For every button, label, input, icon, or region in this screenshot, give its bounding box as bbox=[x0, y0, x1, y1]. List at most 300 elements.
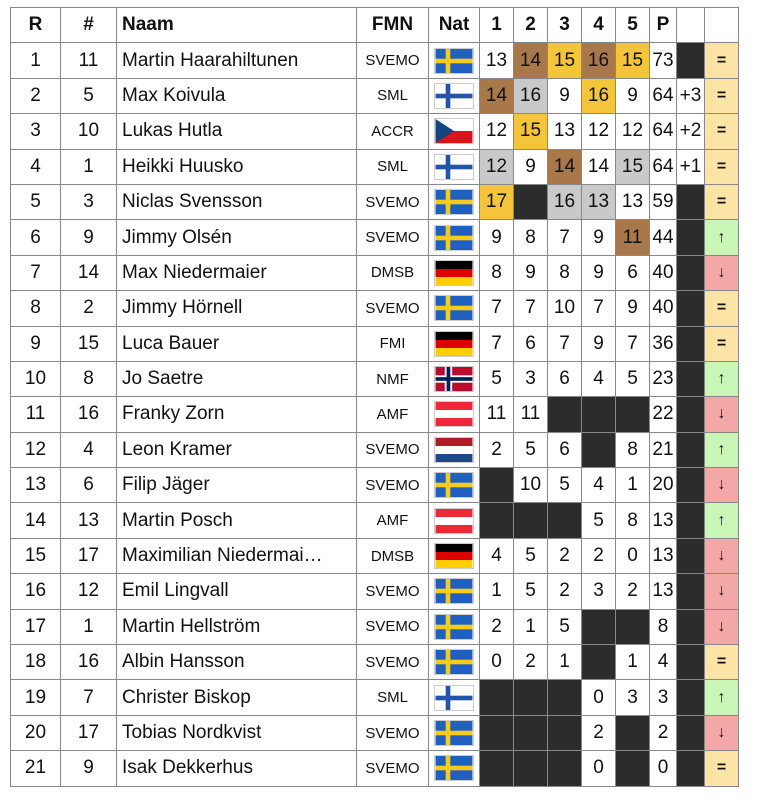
federation-cell: ACCR bbox=[357, 114, 429, 149]
equal-icon: = bbox=[705, 291, 739, 326]
rank-cell: 9 bbox=[11, 326, 61, 361]
rider-name: Albin Hansson bbox=[117, 645, 357, 680]
rank-cell: 18 bbox=[11, 645, 61, 680]
heat-4-cell bbox=[582, 432, 616, 467]
points-cell: 64 bbox=[650, 114, 677, 149]
heat-5-cell bbox=[616, 751, 650, 786]
heat-2-cell: 6 bbox=[514, 326, 548, 361]
diff-cell bbox=[677, 397, 705, 432]
nationality-cell bbox=[429, 468, 480, 503]
number-cell: 17 bbox=[61, 715, 117, 750]
heat-4-cell: 2 bbox=[582, 538, 616, 573]
diff-cell bbox=[677, 609, 705, 644]
table-row[interactable] bbox=[11, 468, 739, 503]
nationality-cell bbox=[429, 78, 480, 113]
sweden-flag-icon bbox=[429, 614, 479, 640]
heat-2-cell: 14 bbox=[514, 43, 548, 78]
rider-name: Jimmy Olsén bbox=[117, 220, 357, 255]
heat-4-cell: 16 bbox=[582, 43, 616, 78]
points-cell: 21 bbox=[650, 432, 677, 467]
diff-cell: +3 bbox=[677, 78, 705, 113]
table-row[interactable] bbox=[11, 397, 739, 432]
sweden-flag-icon bbox=[429, 48, 479, 74]
rider-name: Jo Saetre bbox=[117, 361, 357, 396]
nationality-cell bbox=[429, 220, 480, 255]
rank-cell: 13 bbox=[11, 468, 61, 503]
heat-1-cell: 0 bbox=[480, 645, 514, 680]
nationality-cell bbox=[429, 432, 480, 467]
heat-4-cell: 16 bbox=[582, 78, 616, 113]
header-heat-3[interactable]: 3 bbox=[548, 8, 582, 43]
sweden-flag-icon bbox=[429, 578, 479, 604]
heat-2-cell: 8 bbox=[514, 220, 548, 255]
rider-name: Luca Bauer bbox=[117, 326, 357, 361]
norway-flag-icon bbox=[429, 366, 479, 392]
header-heat-5[interactable]: 5 bbox=[616, 8, 650, 43]
table-row[interactable] bbox=[11, 255, 739, 290]
sweden-flag-icon bbox=[429, 189, 479, 215]
rider-name: Max Niedermaier bbox=[117, 255, 357, 290]
heat-3-cell: 16 bbox=[548, 184, 582, 219]
points-cell: 64 bbox=[650, 78, 677, 113]
heat-4-cell bbox=[582, 609, 616, 644]
heat-3-cell bbox=[548, 715, 582, 750]
federation-cell: SVEMO bbox=[357, 715, 429, 750]
arrow-up-icon: ↑ bbox=[705, 680, 739, 715]
heat-1-cell: 5 bbox=[480, 361, 514, 396]
federation-cell: SML bbox=[357, 680, 429, 715]
header-trend bbox=[705, 8, 739, 43]
arrow-down-icon: ↓ bbox=[705, 255, 739, 290]
federation-cell: SVEMO bbox=[357, 43, 429, 78]
federation-cell: DMSB bbox=[357, 255, 429, 290]
heat-3-cell: 7 bbox=[548, 326, 582, 361]
rank-cell: 1 bbox=[11, 43, 61, 78]
federation-cell: NMF bbox=[357, 361, 429, 396]
heat-5-cell: 8 bbox=[616, 503, 650, 538]
header-points[interactable]: P bbox=[650, 8, 677, 43]
points-cell: 23 bbox=[650, 361, 677, 396]
rider-name: Martin Hellström bbox=[117, 609, 357, 644]
table-row[interactable] bbox=[11, 715, 739, 750]
rider-name: Filip Jäger bbox=[117, 468, 357, 503]
points-cell: 36 bbox=[650, 326, 677, 361]
federation-cell: SML bbox=[357, 149, 429, 184]
finland-flag-icon bbox=[429, 685, 479, 711]
heat-5-cell: 8 bbox=[616, 432, 650, 467]
heat-5-cell: 11 bbox=[616, 220, 650, 255]
heat-3-cell: 5 bbox=[548, 609, 582, 644]
rank-cell: 15 bbox=[11, 538, 61, 573]
nationality-cell bbox=[429, 43, 480, 78]
heat-1-cell: 14 bbox=[480, 78, 514, 113]
rider-name: Martin Haarahiltunen bbox=[117, 43, 357, 78]
arrow-down-icon: ↓ bbox=[705, 468, 739, 503]
header-name[interactable]: Naam bbox=[117, 8, 357, 43]
table-row[interactable] bbox=[11, 503, 739, 538]
rank-cell: 3 bbox=[11, 114, 61, 149]
heat-2-cell bbox=[514, 503, 548, 538]
rank-cell: 19 bbox=[11, 680, 61, 715]
rank-cell: 4 bbox=[11, 149, 61, 184]
heat-3-cell bbox=[548, 751, 582, 786]
heat-1-cell: 11 bbox=[480, 397, 514, 432]
germany-flag-icon bbox=[429, 260, 479, 286]
heat-5-cell: 15 bbox=[616, 149, 650, 184]
heat-4-cell: 0 bbox=[582, 680, 616, 715]
diff-cell bbox=[677, 503, 705, 538]
number-cell: 1 bbox=[61, 609, 117, 644]
points-cell: 2 bbox=[650, 715, 677, 750]
diff-cell bbox=[677, 184, 705, 219]
points-cell: 59 bbox=[650, 184, 677, 219]
nationality-cell bbox=[429, 184, 480, 219]
table-row[interactable] bbox=[11, 751, 739, 786]
rank-cell: 16 bbox=[11, 574, 61, 609]
diff-cell bbox=[677, 432, 705, 467]
nationality-cell bbox=[429, 361, 480, 396]
diff-cell bbox=[677, 291, 705, 326]
heat-1-cell: 8 bbox=[480, 255, 514, 290]
heat-2-cell: 1 bbox=[514, 609, 548, 644]
germany-flag-icon bbox=[429, 331, 479, 357]
nationality-cell bbox=[429, 326, 480, 361]
heat-5-cell: 12 bbox=[616, 114, 650, 149]
heat-1-cell: 2 bbox=[480, 609, 514, 644]
heat-2-cell: 11 bbox=[514, 397, 548, 432]
heat-1-cell: 2 bbox=[480, 432, 514, 467]
federation-cell: FMI bbox=[357, 326, 429, 361]
points-cell: 8 bbox=[650, 609, 677, 644]
heat-3-cell: 2 bbox=[548, 574, 582, 609]
nationality-cell bbox=[429, 609, 480, 644]
heat-2-cell: 9 bbox=[514, 255, 548, 290]
diff-cell bbox=[677, 43, 705, 78]
heat-1-cell bbox=[480, 751, 514, 786]
finland-flag-icon bbox=[429, 154, 479, 180]
rank-cell: 6 bbox=[11, 220, 61, 255]
heat-5-cell: 9 bbox=[616, 78, 650, 113]
points-cell: 20 bbox=[650, 468, 677, 503]
table-row[interactable] bbox=[11, 609, 739, 644]
rider-name: Martin Posch bbox=[117, 503, 357, 538]
points-cell: 13 bbox=[650, 538, 677, 573]
heat-3-cell bbox=[548, 680, 582, 715]
heat-3-cell: 8 bbox=[548, 255, 582, 290]
federation-cell: SVEMO bbox=[357, 220, 429, 255]
nationality-cell bbox=[429, 503, 480, 538]
rank-cell: 14 bbox=[11, 503, 61, 538]
header-nat[interactable]: Nat bbox=[429, 8, 480, 43]
federation-cell: SVEMO bbox=[357, 291, 429, 326]
heat-4-cell: 9 bbox=[582, 255, 616, 290]
heat-2-cell: 5 bbox=[514, 432, 548, 467]
table-row[interactable] bbox=[11, 78, 739, 113]
heat-3-cell bbox=[548, 503, 582, 538]
table-row[interactable] bbox=[11, 114, 739, 149]
arrow-up-icon: ↑ bbox=[705, 432, 739, 467]
rider-name: Isak Dekkerhus bbox=[117, 751, 357, 786]
heat-2-cell: 5 bbox=[514, 574, 548, 609]
rank-cell: 20 bbox=[11, 715, 61, 750]
heat-3-cell: 7 bbox=[548, 220, 582, 255]
diff-cell bbox=[677, 361, 705, 396]
header-heat-4[interactable]: 4 bbox=[582, 8, 616, 43]
number-cell: 16 bbox=[61, 645, 117, 680]
rank-cell: 10 bbox=[11, 361, 61, 396]
heat-2-cell: 5 bbox=[514, 538, 548, 573]
points-cell: 3 bbox=[650, 680, 677, 715]
nationality-cell bbox=[429, 751, 480, 786]
table-row[interactable] bbox=[11, 220, 739, 255]
table-row[interactable] bbox=[11, 291, 739, 326]
federation-cell: SVEMO bbox=[357, 751, 429, 786]
equal-icon: = bbox=[705, 149, 739, 184]
heat-2-cell: 2 bbox=[514, 645, 548, 680]
number-cell: 12 bbox=[61, 574, 117, 609]
rider-name: Leon Kramer bbox=[117, 432, 357, 467]
header-heat-1[interactable]: 1 bbox=[480, 8, 514, 43]
finland-flag-icon bbox=[429, 83, 479, 109]
standings-body bbox=[11, 43, 739, 786]
netherlands-flag-icon bbox=[429, 437, 479, 463]
table-row[interactable] bbox=[11, 680, 739, 715]
points-cell: 40 bbox=[650, 291, 677, 326]
heat-4-cell: 4 bbox=[582, 468, 616, 503]
table-row[interactable] bbox=[11, 432, 739, 467]
heat-4-cell: 9 bbox=[582, 220, 616, 255]
heat-2-cell: 10 bbox=[514, 468, 548, 503]
table-row[interactable] bbox=[11, 149, 739, 184]
heat-5-cell bbox=[616, 397, 650, 432]
nationality-cell bbox=[429, 291, 480, 326]
sweden-flag-icon bbox=[429, 225, 479, 251]
rank-cell: 2 bbox=[11, 78, 61, 113]
diff-cell bbox=[677, 680, 705, 715]
header-diff bbox=[677, 8, 705, 43]
heat-1-cell bbox=[480, 468, 514, 503]
sweden-flag-icon bbox=[429, 295, 479, 321]
federation-cell: SVEMO bbox=[357, 432, 429, 467]
arrow-down-icon: ↓ bbox=[705, 715, 739, 750]
heat-4-cell: 3 bbox=[582, 574, 616, 609]
heat-3-cell: 14 bbox=[548, 149, 582, 184]
number-cell: 6 bbox=[61, 468, 117, 503]
header-rank[interactable]: R bbox=[11, 8, 61, 43]
table-row[interactable] bbox=[11, 645, 739, 680]
table-row[interactable] bbox=[11, 361, 739, 396]
heat-1-cell: 12 bbox=[480, 149, 514, 184]
table-row[interactable] bbox=[11, 538, 739, 573]
heat-5-cell: 2 bbox=[616, 574, 650, 609]
nationality-cell bbox=[429, 645, 480, 680]
nationality-cell bbox=[429, 574, 480, 609]
heat-2-cell: 3 bbox=[514, 361, 548, 396]
number-cell: 11 bbox=[61, 43, 117, 78]
heat-3-cell: 9 bbox=[548, 78, 582, 113]
heat-2-cell: 7 bbox=[514, 291, 548, 326]
heat-3-cell: 15 bbox=[548, 43, 582, 78]
heat-2-cell: 16 bbox=[514, 78, 548, 113]
table-row[interactable] bbox=[11, 184, 739, 219]
diff-cell bbox=[677, 645, 705, 680]
number-cell: 7 bbox=[61, 680, 117, 715]
heat-5-cell: 6 bbox=[616, 255, 650, 290]
number-cell: 8 bbox=[61, 361, 117, 396]
heat-3-cell: 5 bbox=[548, 468, 582, 503]
heat-1-cell: 17 bbox=[480, 184, 514, 219]
equal-icon: = bbox=[705, 78, 739, 113]
czech-flag-icon bbox=[429, 118, 479, 144]
points-cell: 22 bbox=[650, 397, 677, 432]
number-cell: 3 bbox=[61, 184, 117, 219]
sweden-flag-icon bbox=[429, 649, 479, 675]
number-cell: 15 bbox=[61, 326, 117, 361]
rider-name: Niclas Svensson bbox=[117, 184, 357, 219]
sweden-flag-icon bbox=[429, 472, 479, 498]
number-cell: 1 bbox=[61, 149, 117, 184]
rider-name: Emil Lingvall bbox=[117, 574, 357, 609]
arrow-down-icon: ↓ bbox=[705, 538, 739, 573]
header-number[interactable]: # bbox=[61, 8, 117, 43]
arrow-down-icon: ↓ bbox=[705, 609, 739, 644]
number-cell: 14 bbox=[61, 255, 117, 290]
heat-5-cell: 3 bbox=[616, 680, 650, 715]
points-cell: 0 bbox=[650, 751, 677, 786]
equal-icon: = bbox=[705, 114, 739, 149]
number-cell: 4 bbox=[61, 432, 117, 467]
austria-flag-icon bbox=[429, 401, 479, 427]
equal-icon: = bbox=[705, 184, 739, 219]
diff-cell bbox=[677, 220, 705, 255]
heat-4-cell: 2 bbox=[582, 715, 616, 750]
federation-cell: AMF bbox=[357, 503, 429, 538]
heat-4-cell bbox=[582, 645, 616, 680]
arrow-up-icon: ↑ bbox=[705, 503, 739, 538]
number-cell: 13 bbox=[61, 503, 117, 538]
diff-cell: +2 bbox=[677, 114, 705, 149]
diff-cell bbox=[677, 574, 705, 609]
heat-1-cell: 12 bbox=[480, 114, 514, 149]
number-cell: 16 bbox=[61, 397, 117, 432]
points-cell: 44 bbox=[650, 220, 677, 255]
points-cell: 4 bbox=[650, 645, 677, 680]
federation-cell: SVEMO bbox=[357, 645, 429, 680]
heat-1-cell: 9 bbox=[480, 220, 514, 255]
equal-icon: = bbox=[705, 326, 739, 361]
austria-flag-icon bbox=[429, 508, 479, 534]
heat-2-cell bbox=[514, 715, 548, 750]
nationality-cell bbox=[429, 255, 480, 290]
number-cell: 17 bbox=[61, 538, 117, 573]
header-fmn[interactable]: FMN bbox=[357, 8, 429, 43]
table-row[interactable] bbox=[11, 574, 739, 609]
heat-5-cell bbox=[616, 715, 650, 750]
arrow-down-icon: ↓ bbox=[705, 574, 739, 609]
nationality-cell bbox=[429, 397, 480, 432]
points-cell: 13 bbox=[650, 574, 677, 609]
rider-name: Tobias Nordkvist bbox=[117, 715, 357, 750]
number-cell: 5 bbox=[61, 78, 117, 113]
points-cell: 73 bbox=[650, 43, 677, 78]
rank-cell: 17 bbox=[11, 609, 61, 644]
heat-1-cell: 4 bbox=[480, 538, 514, 573]
arrow-up-icon: ↑ bbox=[705, 361, 739, 396]
heat-2-cell: 15 bbox=[514, 114, 548, 149]
header-row bbox=[11, 8, 739, 43]
rider-name: Heikki Huusko bbox=[117, 149, 357, 184]
rider-name: Maximilian Niedermai… bbox=[117, 538, 357, 573]
heat-4-cell bbox=[582, 397, 616, 432]
heat-2-cell: 9 bbox=[514, 149, 548, 184]
federation-cell: DMSB bbox=[357, 538, 429, 573]
heat-5-cell: 5 bbox=[616, 361, 650, 396]
points-cell: 13 bbox=[650, 503, 677, 538]
sweden-flag-icon bbox=[429, 720, 479, 746]
heat-4-cell: 12 bbox=[582, 114, 616, 149]
heat-3-cell: 6 bbox=[548, 432, 582, 467]
diff-cell bbox=[677, 468, 705, 503]
heat-5-cell: 7 bbox=[616, 326, 650, 361]
heat-5-cell: 1 bbox=[616, 468, 650, 503]
heat-5-cell: 1 bbox=[616, 645, 650, 680]
number-cell: 9 bbox=[61, 751, 117, 786]
table-row[interactable] bbox=[11, 43, 739, 78]
heat-5-cell: 15 bbox=[616, 43, 650, 78]
diff-cell bbox=[677, 255, 705, 290]
diff-cell bbox=[677, 751, 705, 786]
rider-name: Max Koivula bbox=[117, 78, 357, 113]
rank-cell: 5 bbox=[11, 184, 61, 219]
heat-2-cell bbox=[514, 184, 548, 219]
equal-icon: = bbox=[705, 43, 739, 78]
diff-cell bbox=[677, 326, 705, 361]
nationality-cell bbox=[429, 114, 480, 149]
equal-icon: = bbox=[705, 751, 739, 786]
heat-4-cell: 0 bbox=[582, 751, 616, 786]
federation-cell: SVEMO bbox=[357, 184, 429, 219]
heat-1-cell bbox=[480, 503, 514, 538]
heat-4-cell: 13 bbox=[582, 184, 616, 219]
heat-3-cell bbox=[548, 397, 582, 432]
points-cell: 64 bbox=[650, 149, 677, 184]
heat-1-cell bbox=[480, 715, 514, 750]
points-cell: 40 bbox=[650, 255, 677, 290]
nationality-cell bbox=[429, 538, 480, 573]
rider-name: Jimmy Hörnell bbox=[117, 291, 357, 326]
germany-flag-icon bbox=[429, 543, 479, 569]
heat-4-cell: 5 bbox=[582, 503, 616, 538]
heat-3-cell: 10 bbox=[548, 291, 582, 326]
sweden-flag-icon bbox=[429, 755, 479, 781]
heat-1-cell: 7 bbox=[480, 291, 514, 326]
rider-name: Franky Zorn bbox=[117, 397, 357, 432]
number-cell: 9 bbox=[61, 220, 117, 255]
heat-3-cell: 6 bbox=[548, 361, 582, 396]
table-row[interactable] bbox=[11, 326, 739, 361]
header-heat-2[interactable]: 2 bbox=[514, 8, 548, 43]
number-cell: 10 bbox=[61, 114, 117, 149]
heat-1-cell: 1 bbox=[480, 574, 514, 609]
number-cell: 2 bbox=[61, 291, 117, 326]
nationality-cell bbox=[429, 680, 480, 715]
diff-cell bbox=[677, 538, 705, 573]
rank-cell: 8 bbox=[11, 291, 61, 326]
heat-1-cell: 7 bbox=[480, 326, 514, 361]
heat-1-cell bbox=[480, 680, 514, 715]
heat-3-cell: 2 bbox=[548, 538, 582, 573]
heat-3-cell: 1 bbox=[548, 645, 582, 680]
